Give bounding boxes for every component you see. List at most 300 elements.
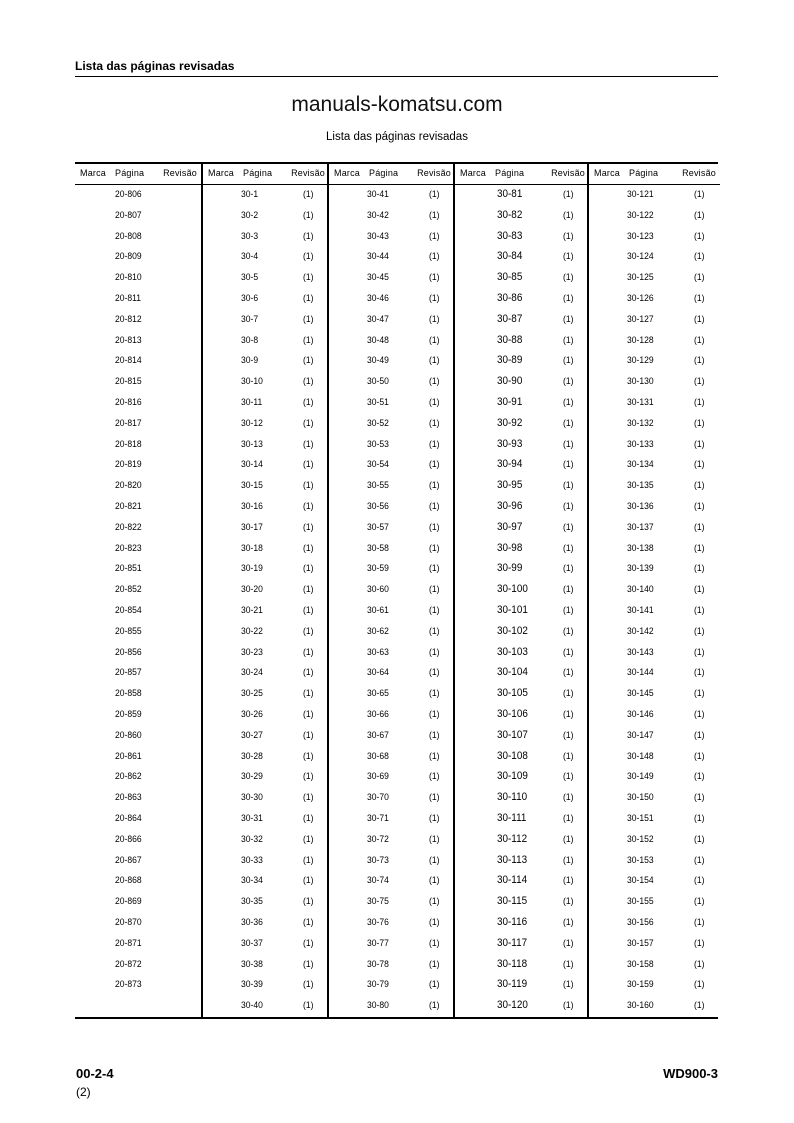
page-cell: 30-51: [367, 397, 389, 408]
page-cell: 30-18: [241, 542, 263, 554]
page-cell: 30-105: [497, 687, 528, 700]
page-cell: 20-812: [115, 313, 142, 325]
header-page: Página: [495, 168, 525, 178]
page-cell: 30-59: [367, 563, 389, 575]
revision-cell: (1): [694, 355, 705, 367]
page-cell: 30-65: [367, 688, 389, 700]
revision-cell: (1): [694, 501, 705, 512]
page-cell: 20-858: [115, 688, 142, 700]
page-cell: 30-74: [367, 875, 389, 887]
page-cell: 30-97: [497, 520, 523, 533]
page-cell: 30-128: [627, 334, 654, 346]
page-cell: 30-3: [241, 230, 259, 242]
page-cell: 30-16: [241, 501, 263, 512]
revision-cell: (1): [563, 209, 574, 221]
page-cell: 30-147: [627, 729, 654, 741]
page-cell: 20-811: [115, 293, 142, 304]
revision-cell: (1): [303, 563, 314, 575]
revision-cell: (1): [694, 584, 705, 596]
header-page: Página: [243, 168, 273, 178]
revision-cell: (1): [303, 334, 314, 346]
revision-cell: (1): [429, 376, 440, 388]
revision-cell: (1): [303, 625, 314, 637]
page-cell: 30-53: [367, 438, 389, 450]
revision-cell: (1): [429, 521, 440, 533]
revision-cell: (1): [563, 355, 574, 367]
header-rule: [203, 184, 329, 185]
revision-cell: (1): [303, 313, 314, 325]
page-cell: 30-89: [497, 354, 523, 367]
revision-cell: (1): [303, 646, 314, 658]
page-cell: 30-6: [241, 293, 259, 304]
revision-cell: (1): [429, 355, 440, 367]
model-code: WD900-3: [663, 1066, 718, 1081]
revision-cell: (1): [303, 750, 314, 762]
revision-cell: (1): [429, 189, 440, 200]
page-cell: 30-52: [367, 417, 389, 429]
header-rule: [75, 76, 718, 77]
page-cell: 30-11: [241, 397, 263, 408]
page-cell: 30-112: [497, 832, 528, 845]
revision-cell: (1): [694, 958, 705, 970]
page-cell: 30-116: [497, 916, 528, 928]
revision-cell: (1): [694, 729, 705, 741]
revision-cell: (1): [694, 979, 705, 991]
page-cell: 30-137: [627, 521, 654, 533]
page-cell: 30-88: [497, 333, 523, 346]
revision-cell: (1): [303, 813, 314, 824]
revision-cell: (1): [303, 896, 314, 908]
page-cell: 30-99: [497, 562, 523, 575]
page-cell: 30-55: [367, 480, 389, 492]
revision-cell: (1): [429, 917, 440, 928]
page-cell: 30-1: [241, 189, 259, 200]
revision-cell: (1): [694, 875, 705, 887]
revision-cell: (1): [563, 792, 574, 804]
revision-cell: (1): [563, 833, 574, 845]
page-cell: 30-58: [367, 542, 389, 554]
page-cell: 30-135: [627, 480, 654, 492]
revision-cell: (1): [429, 896, 440, 908]
page-cell: 30-27: [241, 729, 263, 741]
page-cell: 20-817: [115, 417, 142, 429]
revision-cell: (1): [563, 709, 574, 720]
page-cell: 30-70: [367, 792, 389, 804]
revision-cell: (1): [429, 709, 440, 720]
page-cell: 30-4: [241, 251, 259, 263]
page-cell: 20-867: [115, 854, 142, 866]
page-cell: 30-41: [367, 189, 389, 200]
revision-cell: (1): [303, 688, 314, 700]
revision-cell: (1): [429, 750, 440, 762]
page-cell: 30-153: [627, 854, 654, 866]
revision-cell: (1): [429, 833, 440, 845]
page-cell: 30-133: [627, 438, 654, 450]
page-cell: 30-114: [497, 874, 528, 887]
revision-cell: (1): [303, 1000, 314, 1012]
revision-cell: (1): [303, 958, 314, 970]
page-cell: 30-80: [367, 1000, 389, 1012]
page-number: 00-2-4: [76, 1066, 114, 1081]
revision-cell: (1): [563, 605, 574, 616]
page-cell: 30-50: [367, 376, 389, 388]
page-cell: 20-807: [115, 209, 142, 221]
page-cell: 30-93: [497, 437, 523, 450]
page-cell: 30-138: [627, 542, 654, 554]
revision-cell: (1): [303, 355, 314, 367]
page-cell: 30-157: [627, 937, 654, 949]
column-group: [587, 164, 720, 1017]
page-cell: 20-860: [115, 729, 142, 741]
revision-cell: (1): [303, 209, 314, 221]
revision-cell: (1): [429, 979, 440, 991]
revision-cell: (1): [429, 417, 440, 429]
revision-cell: (1): [303, 584, 314, 596]
page-cell: 20-851: [115, 563, 142, 575]
page-cell: 30-148: [627, 750, 654, 762]
revision-cell: (1): [563, 646, 574, 658]
page-cell: 30-31: [241, 813, 263, 824]
page-cell: 30-30: [241, 792, 263, 804]
page-cell: 30-46: [367, 293, 389, 304]
page-cell: 30-75: [367, 896, 389, 908]
header-rule: [589, 184, 720, 185]
page-cell: 20-813: [115, 334, 142, 346]
header-page: Página: [629, 168, 659, 178]
page-cell: 30-37: [241, 937, 263, 949]
page-cell: 30-73: [367, 854, 389, 866]
revision-cell: (1): [694, 293, 705, 304]
revision-cell: (1): [694, 480, 705, 492]
page-cell: 20-822: [115, 521, 142, 533]
revision-cell: (1): [429, 605, 440, 616]
revision-cell: (1): [303, 417, 314, 429]
revision-cell: (1): [694, 1000, 705, 1012]
revision-cell: (1): [303, 729, 314, 741]
revision-cell: (1): [563, 272, 574, 284]
revision-cell: (1): [563, 750, 574, 762]
header-rule: [455, 184, 589, 185]
page-cell: 30-29: [241, 771, 263, 783]
page-cell: 20-808: [115, 230, 142, 242]
watermark: manuals-komatsu.com: [291, 93, 503, 116]
header-revision: Revisão: [163, 168, 197, 178]
header-mark: Marca: [460, 168, 487, 178]
page-cell: 30-100: [497, 583, 528, 596]
page-cell: 30-102: [497, 624, 528, 637]
page-cell: 30-122: [627, 209, 654, 221]
column-group: [201, 164, 329, 1017]
revision-cell: (1): [694, 230, 705, 242]
page-cell: 30-103: [497, 645, 528, 658]
revision-cell: (1): [694, 417, 705, 429]
page-cell: 30-126: [627, 293, 654, 304]
page-cell: 30-67: [367, 729, 389, 741]
page-cell: 30-36: [241, 917, 263, 928]
page-cell: 30-119: [497, 978, 528, 991]
revision-cell: (1): [694, 813, 705, 824]
running-header: Lista das páginas revisadas: [75, 59, 235, 73]
revision-cell: (1): [429, 854, 440, 866]
header-mark: Marca: [208, 168, 235, 178]
revision-cell: (1): [563, 459, 574, 471]
page-cell: 30-158: [627, 958, 654, 970]
page-cell: 30-8: [241, 334, 259, 346]
page-cell: 20-859: [115, 709, 142, 720]
revision-cell: (1): [563, 917, 574, 928]
page-cell: 30-115: [497, 895, 528, 908]
page-cell: 30-32: [241, 833, 263, 845]
page-cell: 30-123: [627, 230, 654, 242]
page-cell: 30-28: [241, 750, 263, 762]
revision-cell: (1): [429, 251, 440, 263]
page-cell: 30-40: [241, 1000, 263, 1012]
revision-cell: (1): [303, 293, 314, 304]
revision-cell: (1): [563, 521, 574, 533]
page-cell: 30-86: [497, 292, 523, 304]
revision-cell: (1): [303, 397, 314, 408]
revision-cell: (1): [563, 958, 574, 970]
revision-cell: (1): [563, 771, 574, 783]
page-cell: 30-19: [241, 563, 263, 575]
revision-cell: (1): [563, 417, 574, 429]
page-cell: 30-24: [241, 667, 263, 679]
revision-cell: (1): [429, 480, 440, 492]
page-cell: 20-866: [115, 833, 142, 845]
revision-cell: (1): [694, 750, 705, 762]
page-cell: 30-124: [627, 251, 654, 263]
page-cell: 30-120: [497, 999, 528, 1012]
page-cell: 30-129: [627, 355, 654, 367]
revision-cell: (1): [303, 917, 314, 928]
revision-cell: (1): [563, 875, 574, 887]
revision-cell: (1): [563, 1000, 574, 1012]
revision-cell: (1): [563, 584, 574, 596]
revision-cell: (1): [694, 625, 705, 637]
page-cell: 30-104: [497, 666, 528, 679]
page-cell: 30-84: [497, 250, 523, 263]
page-cell: 30-61: [367, 605, 389, 616]
header-page: Página: [115, 168, 145, 178]
page-cell: 20-814: [115, 355, 142, 367]
revision-cell: (1): [563, 542, 574, 554]
page-cell: 30-43: [367, 230, 389, 242]
page-cell: 30-152: [627, 833, 654, 845]
page-revision: (2): [76, 1085, 91, 1099]
revision-cell: (1): [303, 501, 314, 512]
revision-cell: (1): [429, 230, 440, 242]
page-cell: 30-25: [241, 688, 263, 700]
page-cell: 30-71: [367, 813, 389, 824]
page-cell: 30-145: [627, 688, 654, 700]
revision-cell: (1): [303, 937, 314, 949]
page-cell: 30-83: [497, 229, 523, 242]
revision-cell: (1): [429, 646, 440, 658]
revision-cell: (1): [694, 917, 705, 928]
page-cell: 30-48: [367, 334, 389, 346]
page-cell: 30-118: [497, 957, 528, 970]
page-cell: 20-872: [115, 958, 142, 970]
page-cell: 30-134: [627, 459, 654, 471]
page-cell: 30-57: [367, 521, 389, 533]
page-cell: 30-140: [627, 584, 654, 596]
page-cell: 30-79: [367, 979, 389, 991]
revision-cell: (1): [429, 438, 440, 450]
revision-cell: (1): [694, 833, 705, 845]
revision-cell: (1): [694, 334, 705, 346]
page-cell: 20-820: [115, 480, 142, 492]
revision-cell: (1): [303, 979, 314, 991]
page-cell: 30-150: [627, 792, 654, 804]
revision-cell: (1): [563, 813, 574, 824]
page-cell: 20-862: [115, 771, 142, 783]
revision-cell: (1): [694, 313, 705, 325]
page-cell: 30-47: [367, 313, 389, 325]
table-title: Lista das páginas revisadas: [326, 131, 468, 143]
page-cell: 30-23: [241, 646, 263, 658]
page-cell: 20-823: [115, 542, 142, 554]
page-cell: 30-38: [241, 958, 263, 970]
page-cell: 30-113: [497, 853, 528, 866]
page-cell: 30-127: [627, 313, 654, 325]
revision-cell: (1): [303, 542, 314, 554]
revision-cell: (1): [694, 272, 705, 284]
revision-cell: (1): [563, 376, 574, 388]
page-cell: 30-144: [627, 667, 654, 679]
page-cell: 30-130: [627, 376, 654, 388]
page-cell: 30-63: [367, 646, 389, 658]
page-cell: 20-819: [115, 459, 142, 471]
revision-cell: (1): [303, 605, 314, 616]
revision-cell: (1): [563, 313, 574, 325]
page-cell: 30-56: [367, 501, 389, 512]
page-cell: 30-64: [367, 667, 389, 679]
page-cell: 30-15: [241, 480, 263, 492]
page-cell: 30-12: [241, 417, 263, 429]
page-cell: 20-873: [115, 979, 142, 991]
revision-cell: (1): [429, 667, 440, 679]
page-cell: 20-863: [115, 792, 142, 804]
revision-cell: (1): [429, 1000, 440, 1012]
page-cell: 30-139: [627, 563, 654, 575]
page-cell: 30-155: [627, 896, 654, 908]
revision-cell: (1): [563, 854, 574, 866]
page-cell: 30-136: [627, 501, 654, 512]
page-cell: 30-156: [627, 917, 654, 928]
header-mark: Marca: [334, 168, 361, 178]
page-cell: 20-861: [115, 750, 142, 762]
page-cell: 30-141: [627, 605, 654, 616]
page-cell: 30-7: [241, 313, 259, 325]
page-cell: 30-60: [367, 584, 389, 596]
revision-cell: (1): [429, 813, 440, 824]
page-cell: 30-142: [627, 625, 654, 637]
page-cell: 30-5: [241, 272, 259, 284]
revision-cell: (1): [694, 251, 705, 263]
revision-cell: (1): [694, 792, 705, 804]
page-cell: 30-94: [497, 458, 523, 471]
revision-cell: (1): [303, 438, 314, 450]
page-cell: 30-42: [367, 209, 389, 221]
revision-cell: (1): [429, 729, 440, 741]
revision-cell: (1): [694, 605, 705, 616]
page-cell: 30-101: [497, 604, 528, 616]
page-cell: 20-855: [115, 625, 142, 637]
page-cell: 30-49: [367, 355, 389, 367]
header-revision: Revisão: [551, 168, 585, 178]
page-cell: 30-13: [241, 438, 263, 450]
column-group: [75, 164, 201, 1017]
revision-cell: (1): [563, 667, 574, 679]
page-cell: 30-125: [627, 272, 654, 284]
revision-cell: (1): [694, 646, 705, 658]
page-cell: 20-869: [115, 896, 142, 908]
page-cell: 30-117: [497, 936, 528, 949]
revision-cell: (1): [429, 584, 440, 596]
revision-cell: (1): [694, 854, 705, 866]
page-cell: 30-10: [241, 376, 263, 388]
revision-cell: (1): [429, 334, 440, 346]
page-cell: 30-2: [241, 209, 259, 221]
page-cell: 30-154: [627, 875, 654, 887]
page-cell: 30-143: [627, 646, 654, 658]
revised-pages-table: [75, 162, 718, 1019]
page-cell: 30-81: [497, 188, 523, 200]
page-cell: 30-33: [241, 854, 263, 866]
revision-cell: (1): [429, 875, 440, 887]
revision-cell: (1): [694, 688, 705, 700]
column-group: [327, 164, 455, 1017]
revision-cell: (1): [303, 459, 314, 471]
revision-cell: (1): [694, 376, 705, 388]
page-cell: 20-810: [115, 272, 142, 284]
revision-cell: (1): [563, 438, 574, 450]
header-revision: Revisão: [417, 168, 451, 178]
revision-cell: (1): [694, 209, 705, 221]
page-cell: 20-857: [115, 667, 142, 679]
page-cell: 30-121: [627, 189, 654, 200]
page-cell: 30-98: [497, 541, 523, 554]
page-cell: 30-26: [241, 709, 263, 720]
page-cell: 30-17: [241, 521, 263, 533]
revision-cell: (1): [303, 709, 314, 720]
revision-cell: (1): [303, 833, 314, 845]
page-cell: 30-20: [241, 584, 263, 596]
header-revision: Revisão: [291, 168, 325, 178]
header-rule: [75, 184, 201, 185]
page-cell: 30-39: [241, 979, 263, 991]
revision-cell: (1): [303, 480, 314, 492]
revision-cell: (1): [563, 189, 574, 200]
page-cell: 20-868: [115, 875, 142, 887]
page-cell: 20-864: [115, 813, 142, 824]
page-cell: 30-96: [497, 500, 523, 512]
revision-cell: (1): [429, 542, 440, 554]
revision-cell: (1): [429, 501, 440, 512]
header-mark: Marca: [594, 168, 621, 178]
revision-cell: (1): [429, 688, 440, 700]
page-cell: 30-151: [627, 813, 654, 824]
page-cell: 20-818: [115, 438, 142, 450]
page-cell: 30-91: [497, 396, 523, 408]
page-cell: 30-34: [241, 875, 263, 887]
revision-cell: (1): [303, 854, 314, 866]
page-cell: 30-68: [367, 750, 389, 762]
revision-cell: (1): [429, 272, 440, 284]
revision-cell: (1): [429, 958, 440, 970]
revision-cell: (1): [694, 896, 705, 908]
page-cell: 20-809: [115, 251, 142, 263]
